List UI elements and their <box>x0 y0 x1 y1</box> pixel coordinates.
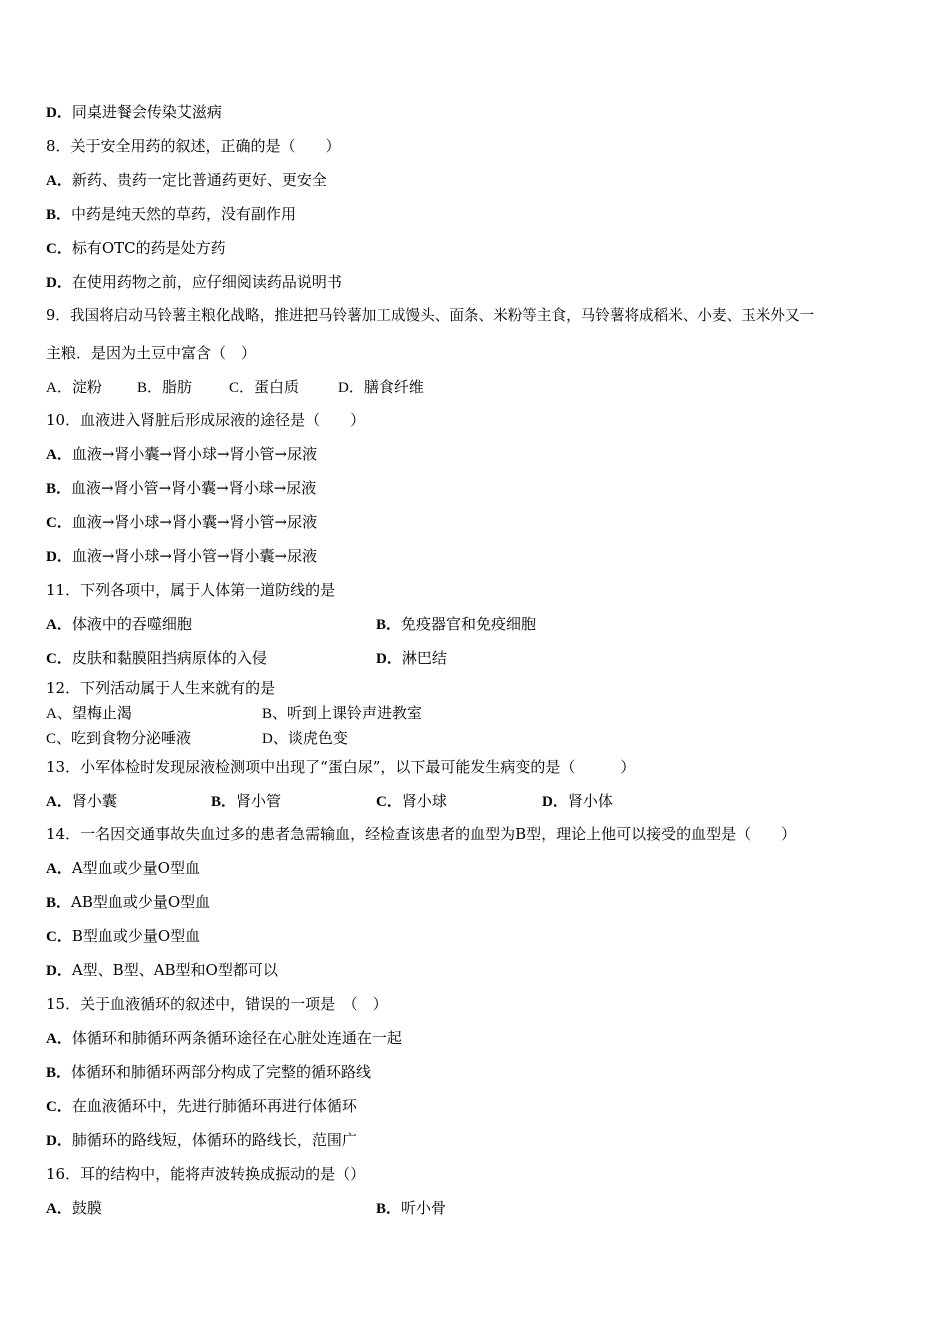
q15-option-d: D．肺循环的路线短，体循环的路线长，范围广 <box>46 1131 357 1149</box>
q16-option-a: A．鼓膜 <box>46 1199 102 1217</box>
q12-option-b: B、听到上课铃声进教室 <box>262 704 423 722</box>
q16-option-b: B．听小骨 <box>376 1199 447 1217</box>
q13-option-a: A．肾小囊 <box>46 792 117 810</box>
q11-stem: 11．下列各项中，属于人体第一道防线的是 <box>46 581 336 599</box>
q9-option-d: D．膳食纤维 <box>338 378 424 396</box>
q15-option-b: B．体循环和肺循环两部分构成了完整的循环路线 <box>46 1063 372 1081</box>
q13-option-b: B．肾小管 <box>211 792 282 810</box>
q13-option-d: D．肾小体 <box>542 792 613 810</box>
q14-option-c: C．B型血或少量O型血 <box>46 927 201 945</box>
q8-option-d: D．在使用药物之前，应仔细阅读药品说明书 <box>46 273 342 291</box>
q14-option-a: A．A型血或少量O型血 <box>46 859 200 877</box>
q14-option-b: B．AB型血或少量O型血 <box>46 893 211 911</box>
q14-stem: 14．一名因交通事故失血过多的患者急需输血，经检查该患者的血型为B型，理论上他可以接受的血型是（ ） <box>46 825 797 843</box>
q10-stem: 10．血液进入肾脏后形成尿液的途径是（ ） <box>46 411 366 429</box>
q12-option-c: C、吃到食物分泌唾液 <box>46 729 192 747</box>
q7-option-d: D．同桌进餐会传染艾滋病 <box>46 103 222 121</box>
q10-option-a: A．血液→肾小囊→肾小球→肾小管→尿液 <box>46 445 318 463</box>
q14-option-d: D．A型、B型、AB型和O型都可以 <box>46 961 278 979</box>
q15-option-a: A．体循环和肺循环两条循环途径在心脏处连通在一起 <box>46 1029 402 1047</box>
q13-option-c: C．肾小球 <box>376 792 447 810</box>
q10-option-b: B．血液→肾小管→肾小囊→肾小球→尿液 <box>46 479 317 497</box>
q9-stem-line1: 9．我国将启动马铃薯主粮化战略，推进把马铃薯加工成馒头、面条、米粉等主食，马铃薯将成稻米、小麦、玉米外又一 <box>46 307 815 324</box>
q8-stem: 8．关于安全用药的叙述，正确的是（ ） <box>46 137 341 155</box>
q10-option-c: C．血液→肾小球→肾小囊→肾小管→尿液 <box>46 513 318 531</box>
q10-option-d: D．血液→肾小球→肾小管→肾小囊→尿液 <box>46 547 318 565</box>
q15-stem: 15．关于血液循环的叙述中，错误的一项是 （ ） <box>46 995 388 1013</box>
q12-option-d: D、谈虎色变 <box>262 729 348 747</box>
q9-option-b: B．脂肪 <box>137 378 193 396</box>
q11-option-b: B．免疫器官和免疫细胞 <box>376 615 537 633</box>
q9-option-c: C．蛋白质 <box>229 378 300 396</box>
q8-option-a: A．新药、贵药一定比普通药更好、更安全 <box>46 171 327 189</box>
q11-option-a: A．体液中的吞噬细胞 <box>46 615 192 633</box>
q16-stem: 16．耳的结构中，能将声波转换成振动的是（） <box>46 1165 366 1183</box>
q15-option-c: C．在血液循环中，先进行肺循环再进行体循环 <box>46 1097 357 1115</box>
q12-option-a: A、望梅止渴 <box>46 704 132 722</box>
q8-option-c: C．标有OTC的药是处方药 <box>46 239 226 257</box>
q13-stem: 13．小军体检时发现尿液检测项中出现了“蛋白尿”，以下最可能发生病变的是（ ） <box>46 758 636 776</box>
q8-option-b: B．中药是纯天然的草药，没有副作用 <box>46 205 297 223</box>
q11-option-c: C．皮肤和黏膜阻挡病原体的入侵 <box>46 649 267 667</box>
q9-option-a: A．淀粉 <box>46 378 102 396</box>
q12-stem: 12．下列活动属于人生来就有的是 <box>46 679 276 697</box>
q9-stem-line2: 主粮．是因为土豆中富含（ ） <box>46 344 257 362</box>
q11-option-d: D．淋巴结 <box>376 649 447 667</box>
